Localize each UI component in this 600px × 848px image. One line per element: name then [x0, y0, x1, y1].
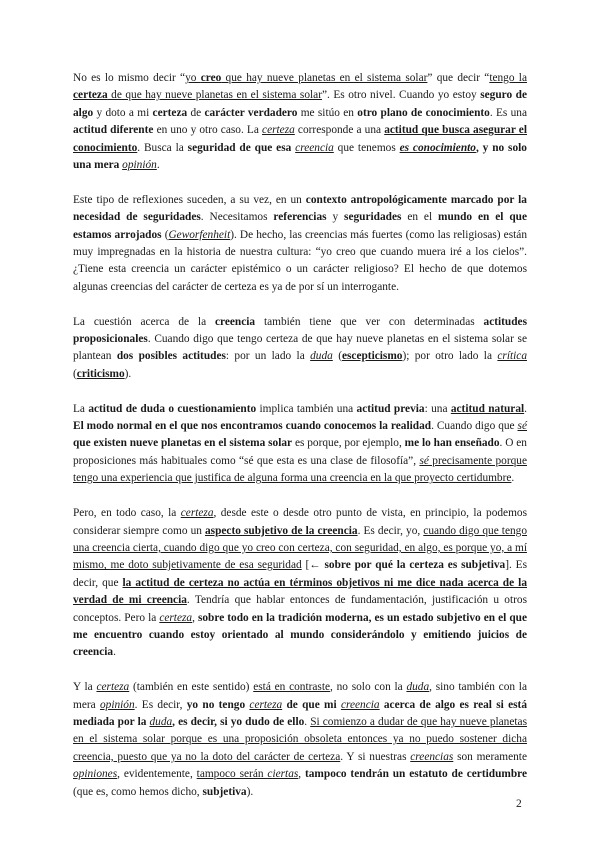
- paragraph: [73, 314, 527, 384]
- text-run: en el: [401, 211, 439, 224]
- text-run: me lo han enseñado: [404, 437, 500, 450]
- text-run: ). De hecho, las creencias más fuertes (como las religiosas) están muy impregnadas en la historia de nuestra cultura: “yo creo que cuando muera iré a los cielos”. ¿Tiene esta creencia un carácter epistémico o un carácter religioso? El hecho de que dotemos algunas creencias del carácter de certeza es ya de por sí un interrogante.: [73, 228, 527, 293]
- text-run: creencia: [295, 141, 334, 154]
- text-run: . Es decir,: [134, 698, 187, 711]
- text-run: . Es decir, yo,: [357, 524, 424, 537]
- text-run: (: [161, 228, 169, 241]
- text-run: , sino también con la mera: [73, 681, 527, 711]
- text-run: certeza: [262, 124, 295, 137]
- text-run: , desde este o desde otro punto de vista, en principio, la podemos considerar siempre como un: [73, 507, 527, 537]
- text-run: es porque, por ejemplo,: [292, 437, 405, 450]
- text-run: crítica: [497, 350, 527, 363]
- text-run: .: [511, 472, 515, 485]
- text-run: La: [73, 402, 89, 415]
- text-run: sobre todo en la tradición moderna, es un estado subjetivo en el que me encuentro cuando estoy orientado al mundo considerándolo y emitiendo juicios de creencia: [73, 611, 528, 659]
- text-run: la actitud de certeza no actúa en términos objetivos ni me dice nada acerca de la verdad de mi creencia: [73, 576, 528, 607]
- text-run: implica también una: [256, 402, 357, 415]
- text-run: . Busca la: [137, 141, 188, 154]
- text-run: acerca de algo es real si está mediada por la: [73, 698, 527, 728]
- text-run: seguridad de que esa: [187, 141, 296, 154]
- text-run: certeza: [96, 681, 130, 694]
- text-run: aspecto subjetivo de la creencia: [204, 524, 358, 537]
- text-run: (: [73, 367, 77, 380]
- text-run: certeza: [180, 507, 214, 520]
- text-run: . O en proposiciones más habituales como “sé que esta es una clase de filosofía”,: [73, 437, 527, 467]
- text-run: [←: [301, 559, 325, 572]
- text-run: sé: [419, 454, 429, 467]
- text-run: Este tipo de reflexiones suceden, a su vez, en un: [73, 193, 306, 206]
- text-run: : por un lado la: [225, 350, 311, 363]
- text-run: El modo normal en el que nos encontramos cuando conocemos la realidad: [73, 420, 432, 433]
- text-run: sobre por qué la certeza es subjetiva: [324, 559, 506, 572]
- text-run: carácter verdadero: [204, 106, 298, 119]
- text-run: son meramente: [453, 750, 527, 763]
- text-run: subjetiva: [202, 785, 247, 798]
- text-run: sé: [517, 420, 527, 433]
- text-run: que existen nueve planetas en el sistema solar: [73, 437, 293, 450]
- text-run: de: [187, 106, 205, 119]
- text-run: certeza: [73, 89, 108, 102]
- text-run: de que mi: [282, 698, 341, 711]
- text-run: mundo en el que estamos arrojados: [73, 211, 527, 241]
- text-run: y: [326, 211, 345, 224]
- text-run: Si comienzo a dudar de que hay nueve planetas en el sistema solar porque es una proposición obsoleta entonces ya no puedo sostener dicha creencia, puesto que ya no la doto del carácter de certeza: [73, 715, 527, 763]
- text-run: corresponde a una: [294, 124, 385, 137]
- text-run: actitud diferente: [73, 124, 154, 137]
- text-run: creencia: [214, 315, 256, 328]
- text-run: ,: [298, 768, 305, 781]
- text-run: seguridades: [344, 211, 402, 224]
- text-run: certeza: [152, 106, 188, 119]
- text-run: , no solo con la: [330, 681, 407, 694]
- text-run: escepticismo: [341, 350, 403, 363]
- text-run: creo: [200, 72, 222, 84]
- text-run: certeza: [159, 611, 193, 624]
- text-run: tengo la: [489, 72, 527, 84]
- text-run: ,: [192, 611, 198, 624]
- text-run: La cuestión acerca de la: [73, 315, 215, 328]
- text-run: tampoco tendrán un estatuto de certidumbre: [304, 768, 528, 781]
- text-run: referencias: [273, 211, 327, 224]
- text-run: opinión: [122, 159, 157, 172]
- text-run: actitud que busca asegurar el conocimiento: [73, 124, 527, 154]
- text-run: cuando digo que tengo una creencia cierta, cuando digo que yo creo con certeza, con seguridad, en algo, es porque yo, a mí mismo, me doto subjetivamente de esa seguridad: [73, 524, 527, 572]
- text-run: me sitúo en: [297, 106, 358, 119]
- text-run: , es decir, si yo dudo de ello: [172, 715, 305, 728]
- text-run: creencias: [410, 750, 454, 763]
- paragraph: [73, 679, 527, 801]
- paragraph: [73, 401, 527, 488]
- text-run: precisamente porque tengo una experiencia que justifica de alguna forma una creencia en la que proyecto certidumbre: [73, 454, 527, 485]
- text-run: Pero, en todo caso, la: [73, 507, 181, 520]
- text-run: actitud previa: [356, 402, 425, 415]
- paragraph: [73, 505, 527, 662]
- text-run: . Tendría que hablar entonces de fundamentación, justificación u otros conceptos. Pero la: [73, 594, 527, 624]
- text-run: ).: [246, 785, 254, 798]
- text-run: . Es una: [489, 106, 528, 119]
- text-run: .: [304, 715, 311, 728]
- text-run: creencia: [340, 698, 380, 711]
- text-run: . Cuando digo que: [431, 420, 518, 433]
- text-run: .: [524, 402, 527, 415]
- text-run: en uno y otro caso. La: [153, 124, 263, 137]
- text-run: es conocimiento: [399, 141, 476, 154]
- text-run: ]. Es decir, que: [73, 559, 527, 589]
- text-run: opiniones: [73, 768, 118, 781]
- text-run: Geworfenheit: [168, 228, 231, 241]
- text-run: y doto a mi: [93, 106, 153, 119]
- text-run: criticismo: [76, 367, 125, 380]
- text-run: actitud de duda o cuestionamiento: [88, 402, 257, 415]
- text-run: yo: [185, 72, 201, 84]
- text-run: , evidentemente,: [117, 768, 197, 781]
- text-run: ” que decir “: [427, 72, 490, 84]
- text-run: (también en este sentido): [129, 681, 254, 694]
- text-run: ).: [124, 367, 132, 380]
- text-run: .: [156, 159, 160, 172]
- text-run: dos posibles actitudes: [116, 350, 226, 363]
- text-run: , y no solo una mera: [73, 141, 527, 172]
- text-run: contexto antropológicamente marcado por la necesidad de seguridades: [73, 193, 527, 224]
- text-run: opinión: [99, 698, 135, 711]
- text-run: que tenemos: [333, 141, 400, 154]
- text-run: está en contraste: [253, 681, 331, 694]
- text-run: otro plano de conocimiento: [357, 106, 490, 119]
- text-run: . Cuando digo que tengo certeza de que hay nueve planetas en el sistema solar se plantean: [73, 333, 527, 363]
- page-number: 2: [516, 798, 522, 810]
- text-run: que hay nueve planetas en el sistema solar: [221, 72, 428, 84]
- paragraph: [73, 70, 527, 174]
- text-run: duda: [149, 715, 173, 728]
- text-run: certeza: [249, 698, 283, 711]
- text-run: duda: [406, 681, 430, 694]
- text-run: ); por otro lado la: [402, 350, 498, 363]
- text-run: (que es, como hemos dicho,: [73, 785, 203, 798]
- text-run: también tiene que ver con determinadas: [255, 315, 484, 328]
- text-run: . Necesitamos: [200, 211, 274, 224]
- text-run: . Y si nuestras: [340, 750, 411, 763]
- text-run: de que hay nueve planetas en el sistema solar: [107, 89, 322, 102]
- text-run: tampoco serán: [196, 768, 268, 781]
- text-run: ciertas: [267, 768, 299, 781]
- text-run: Y la: [73, 681, 97, 694]
- text-run: No es lo mismo decir “: [73, 72, 186, 84]
- paragraph: [73, 192, 527, 296]
- text-run: .: [113, 646, 116, 659]
- document-body: [73, 70, 527, 818]
- text-run: actitudes proposicionales: [73, 315, 527, 346]
- text-run: (: [332, 350, 342, 363]
- text-run: seguro de algo: [73, 89, 527, 119]
- text-run: : una: [424, 402, 451, 415]
- text-run: actitud natural: [450, 402, 525, 415]
- text-run: duda: [310, 350, 333, 363]
- text-run: yo no tengo: [186, 698, 250, 711]
- text-run: ”. Es otro nivel. Cuando yo estoy: [321, 89, 481, 102]
